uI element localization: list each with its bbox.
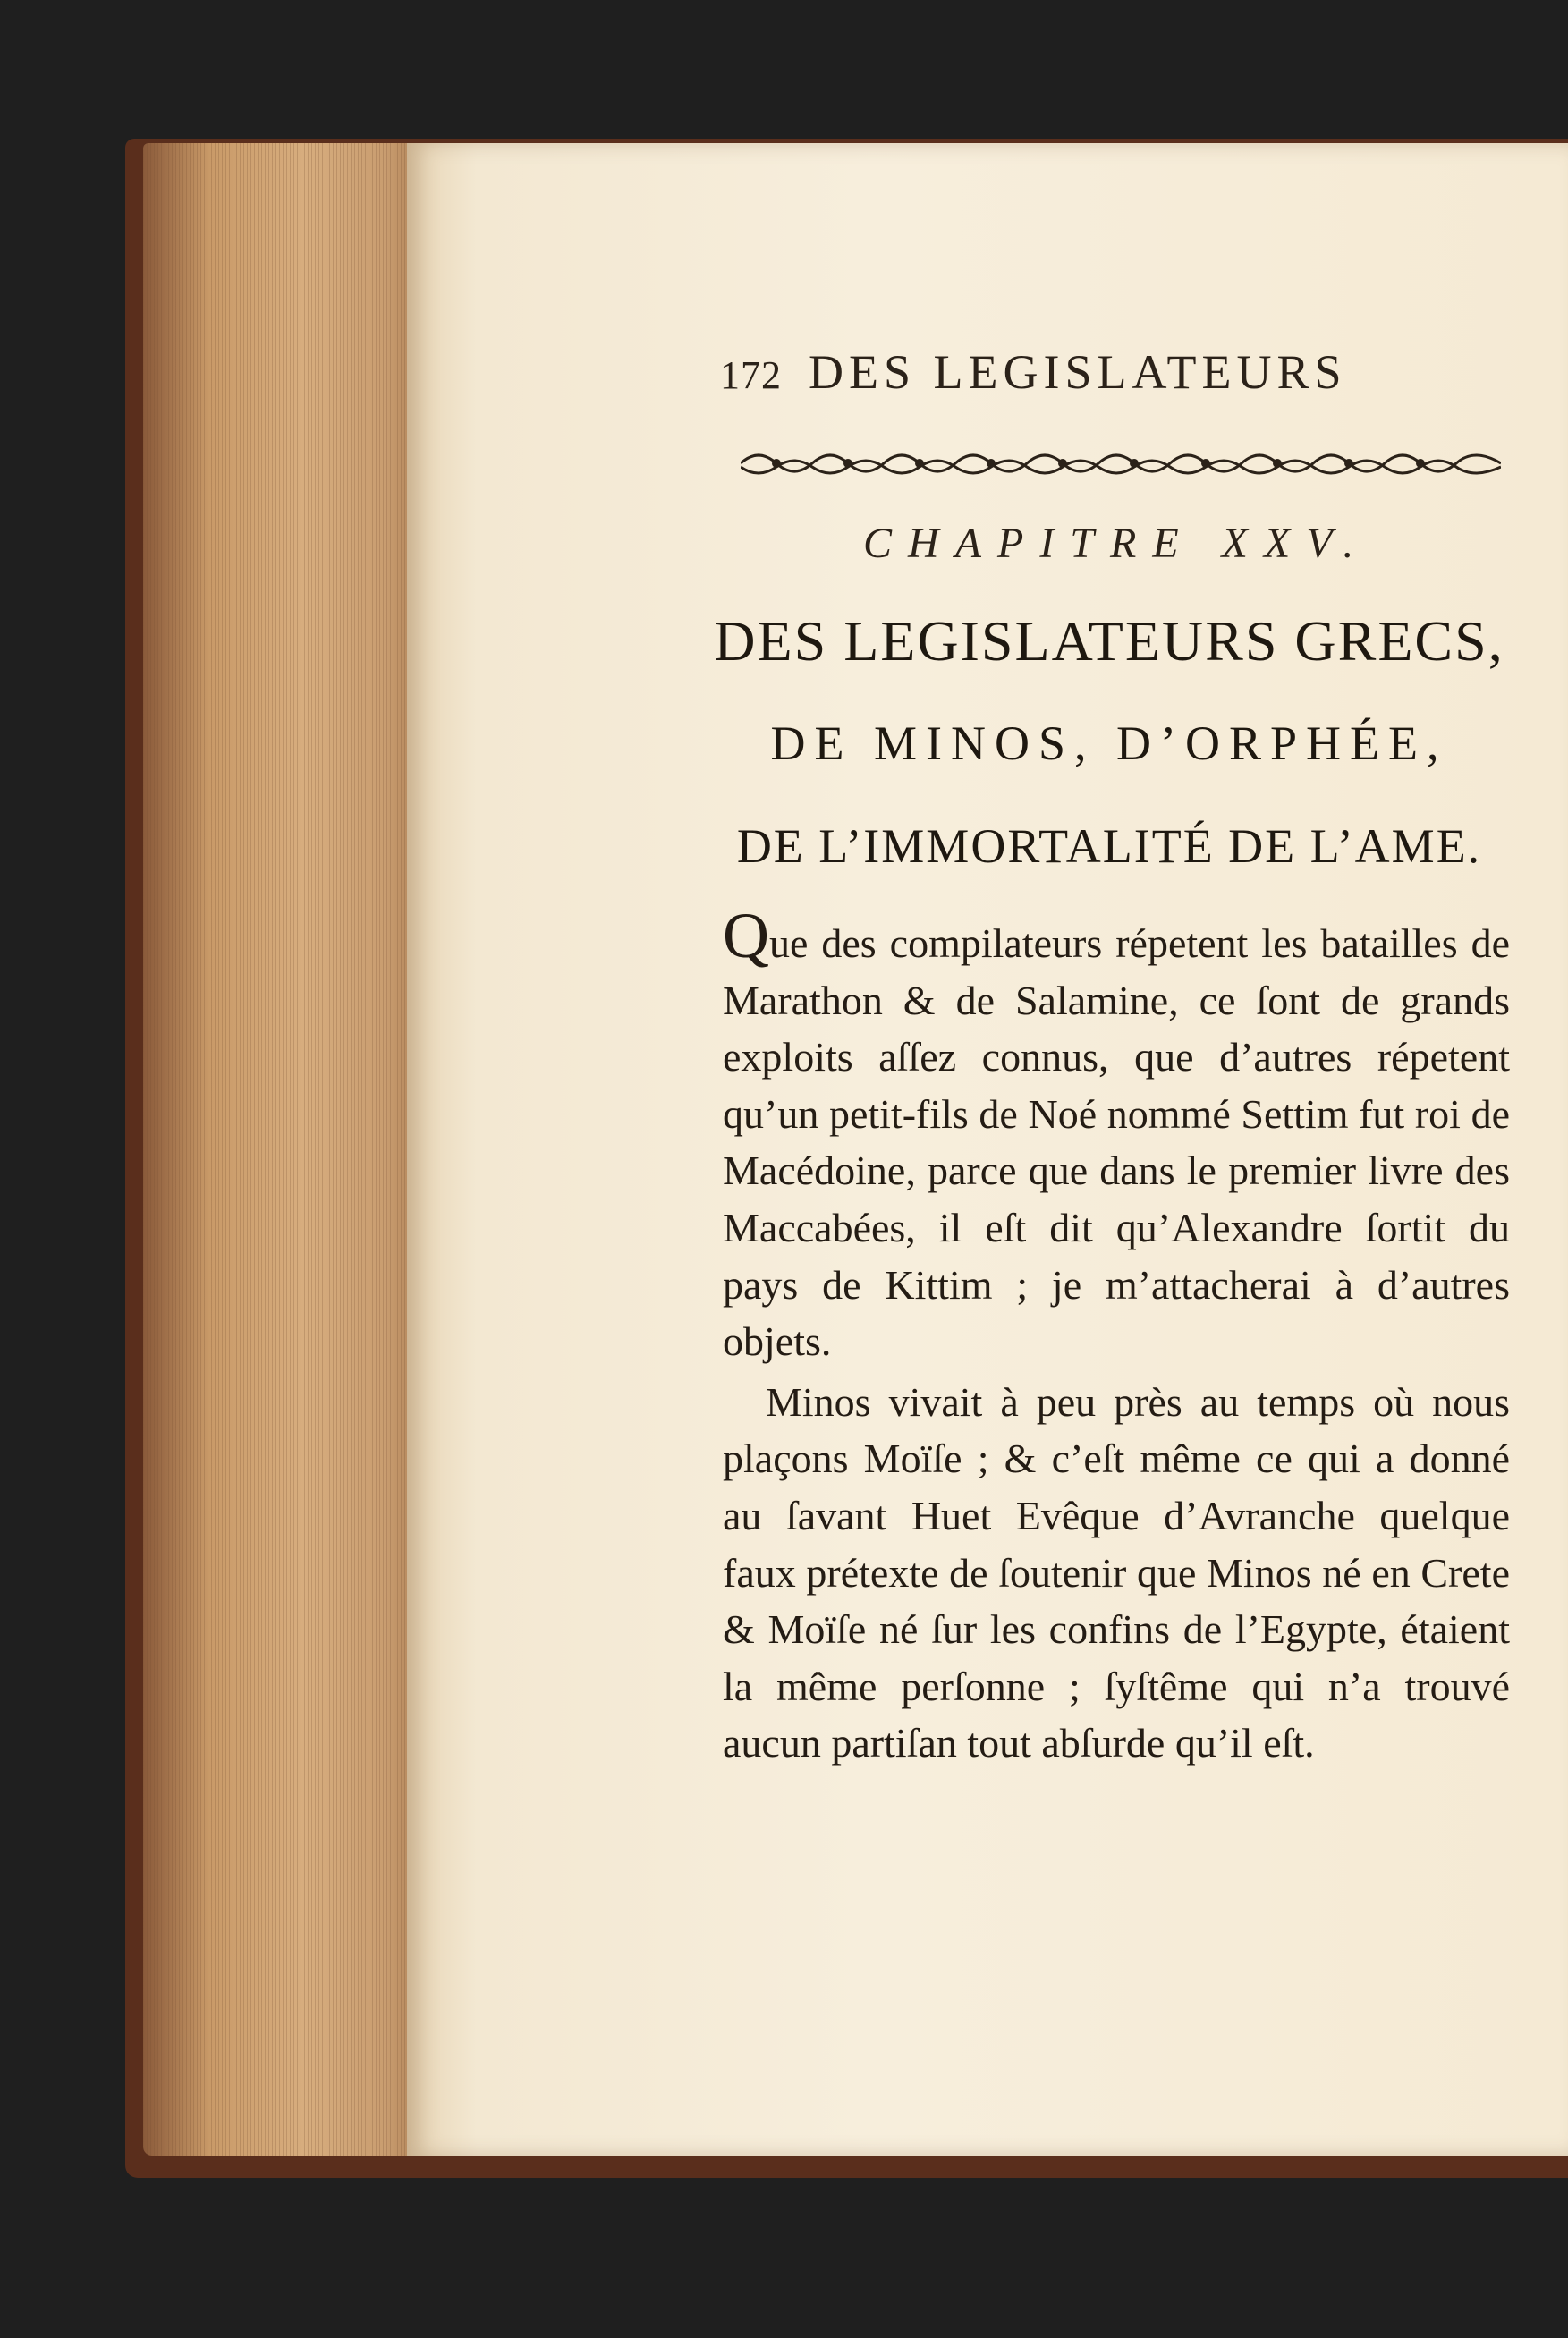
running-title: DES LEGISLATEURS	[809, 345, 1347, 399]
drop-cap: Q	[723, 900, 769, 971]
page-number: 172	[720, 353, 782, 397]
ornament-band-icon	[741, 447, 1501, 479]
chapter-title-line-1: DES LEGISLATEURS GRECS,	[714, 609, 1504, 673]
body-text	[723, 900, 1510, 1772]
chapter-number: CHAPITRE XXV.	[863, 520, 1370, 567]
chapter-title-line-3: DE L’IMMORTALITÉ DE L’AME.	[736, 819, 1482, 873]
paragraph-1	[723, 900, 1510, 1370]
chapter-title-line-2: DE MINOS, D’ORPHÉE,	[770, 716, 1448, 770]
running-head	[720, 344, 1418, 400]
page-fore-edge	[143, 143, 411, 2156]
paragraph-1-text: ue des compilateurs répetent les batailles de Marathon & de Salamine, ce ſont de grands exploits aſſez connus, que d’autres répetent qu’un petit-fils de Noé nommé Settim fut roi de Macédoine, parce que dans le premier livre des Maccabées, il eſt dit qu’Alexandre ſortit du pays de Kittim ; je m’attacherai à d’autres objets.	[723, 920, 1510, 1365]
paragraph-2: Minos vivait à peu près au temps où nous plaçons Moïſe ; & c’eſt même ce qui a donné au ſavant Huet Evêque d’Avranche quelque faux prétexte de ſoutenir que Minos né en Crete & Moïſe né ſur les confins de l’Egypte, étaient la même perſonne ; ſyſtême qui n’a trouvé aucun partiſan tout abſurde qu’il eſt.	[723, 1378, 1510, 1766]
